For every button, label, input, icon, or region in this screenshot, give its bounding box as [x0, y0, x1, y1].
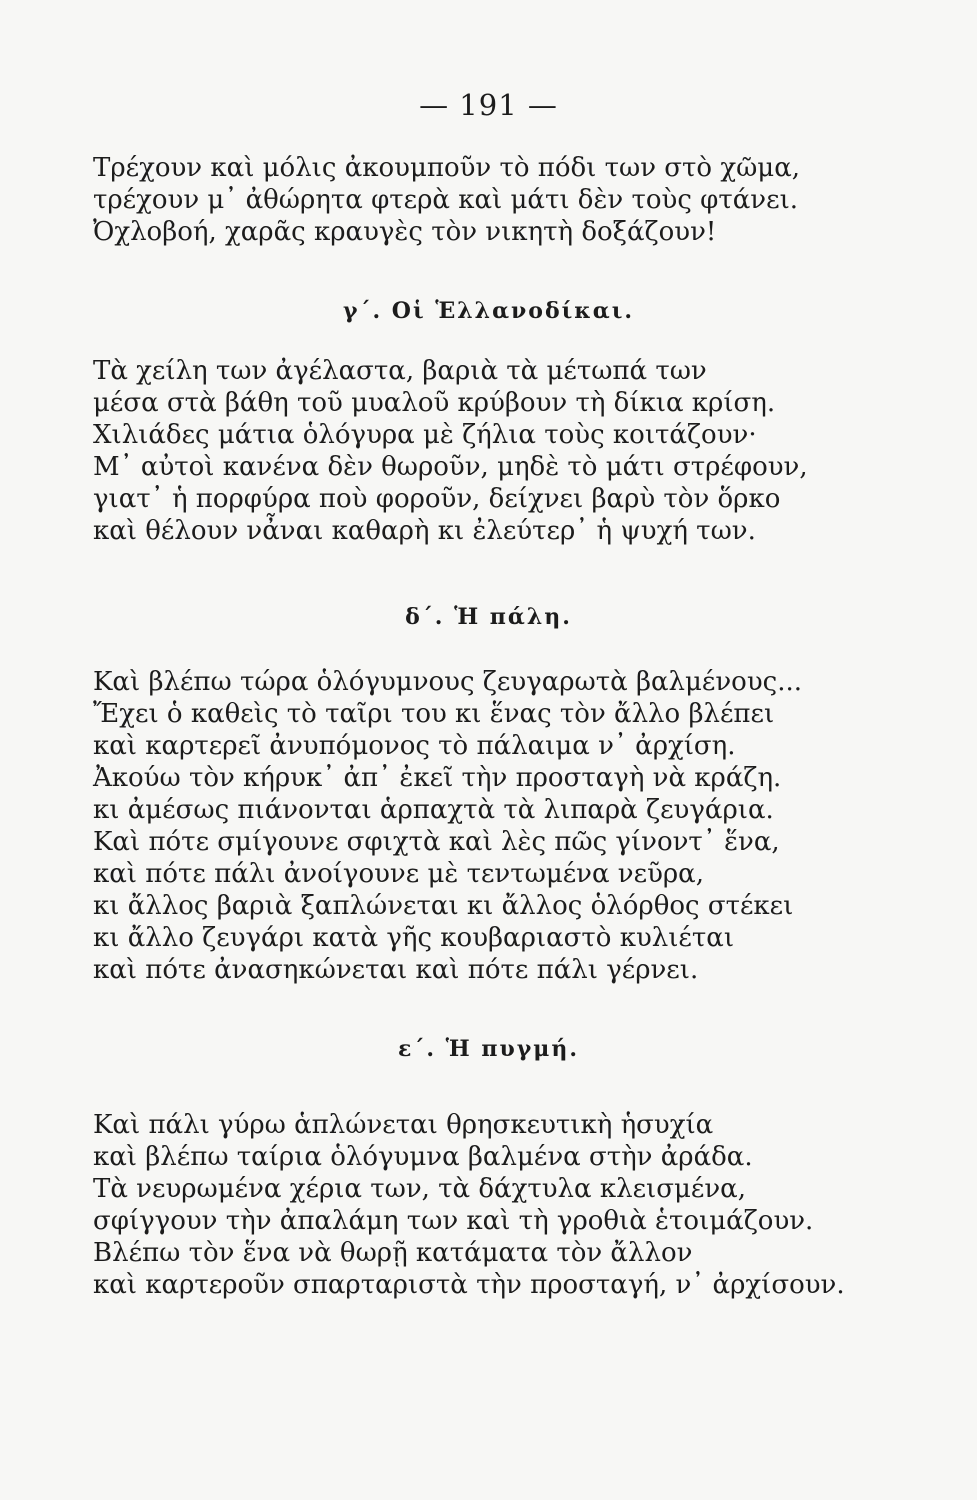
verse-line: σφίγγουν τὴν ἀπαλάμη των καὶ τὴ γροθιὰ ἑτοιμάζουν. [93, 1206, 814, 1236]
verse-line: Χιλιάδες μάτια ὁλόγυρα μὲ ζήλια τοὺς κοιτάζουν· [93, 420, 757, 450]
verse-line: Καὶ πάλι γύρω ἁπλώνεται θρησκευτικὴ ἡσυχία [93, 1110, 714, 1140]
stanza-olympic-race [93, 152, 873, 248]
verse-line: καὶ βλέπω ταίρια ὁλόγυμνα βαλμένα στὴν ἀράδα. [93, 1142, 753, 1172]
verse-line: Καὶ βλέπω τώρα ὁλόγυμνους ζευγαρωτὰ βαλμένους... [93, 667, 802, 697]
verse-line: καὶ πότε πάλι ἀνοίγουνε μὲ τεντωμένα νεῦρα, [93, 859, 704, 889]
verse-line: καὶ καρτεροῦν σπαρταριστὰ τὴν προσταγή, ν᾽ ἀρχίσουν. [93, 1270, 845, 1300]
verse-line: κι ἀμέσως πιάνονται ἁρπαχτὰ τὰ λιπαρὰ ζευγάρια. [93, 795, 774, 825]
stanza-hellanodikai [93, 355, 873, 547]
verse-line: Τρέχουν καὶ μόλις ἀκουμποῦν τὸ πόδι των στὸ χῶμα, [93, 153, 801, 183]
verse-line: Καὶ πότε σμίγουνε σφιχτὰ καὶ λὲς πῶς γίνοντ᾽ ἕνα, [93, 827, 780, 857]
verse-line: κι ἄλλο ζευγάρι κατὰ γῆς κουβαριαστὸ κυλιέται [93, 923, 735, 953]
verse-line: Τὰ χείλη των ἀγέλαστα, βαριὰ τὰ μέτωπά των [93, 356, 707, 386]
verse-line: Μ᾽ αὐτοὶ κανένα δὲν θωροῦν, μηδὲ τὸ μάτι στρέφουν, [93, 452, 808, 482]
page-number: — 191 — [419, 88, 558, 122]
verse-line: Ἀκούω τὸν κήρυκ᾽ ἀπ᾽ ἐκεῖ τὴν προσταγὴ νὰ κράζη. [93, 763, 782, 793]
verse-line: γιατ᾽ ἡ πορφύρα ποὺ φοροῦν, δείχνει βαρὺ τὸν ὅρκο [93, 484, 781, 514]
verse-line: κι ἄλλος βαριὰ ξαπλώνεται κι ἄλλος ὁλόρθος στέκει [93, 891, 794, 921]
verse-line: Ἔχει ὁ καθεὶς τὸ ταῖρι του κι ἕνας τὸν ἄλλο βλέπει [93, 699, 775, 729]
verse-line: καὶ καρτερεῖ ἀνυπόμονος τὸ πάλαιμα ν᾽ ἀρχίση. [93, 731, 736, 761]
verse-line: Τὰ νευρωμένα χέρια των, τὰ δάχτυλα κλεισμένα, [93, 1174, 746, 1204]
verse-line: καὶ πότε ἀνασηκώνεται καὶ πότε πάλι γέρνει. [93, 955, 699, 985]
verse-line: Βλέπω τὸν ἕνα νὰ θωρῇ κατάματα τὸν ἄλλον [93, 1238, 693, 1268]
verse-line: καὶ θέλουν νἆναι καθαρὴ κι ἐλεύτερ᾽ ἡ ψυχή των. [93, 516, 756, 546]
stanza-boxing [93, 1109, 873, 1301]
stanza-wrestling [93, 666, 873, 986]
section-heading-pygmi: ε΄. Ἡ πυγμή. [397, 1036, 580, 1062]
section-heading-hellanodikai: γ΄. Οἱ Ἑλλανοδίκαι. [342, 298, 635, 324]
verse-line: Ὀχλοβοή, χαρᾶς κραυγὲς τὸν νικητὴ δοξάζουν! [93, 217, 717, 247]
verse-line: μέσα στὰ βάθη τοῦ μυαλοῦ κρύβουν τὴ δίκια κρίση. [93, 388, 776, 418]
verse-line: τρέχουν μ᾽ ἀθώρητα φτερὰ καὶ μάτι δὲν τοὺς φτάνει. [93, 185, 799, 215]
section-heading-pali: δ΄. Ἡ πάλη. [405, 604, 572, 630]
